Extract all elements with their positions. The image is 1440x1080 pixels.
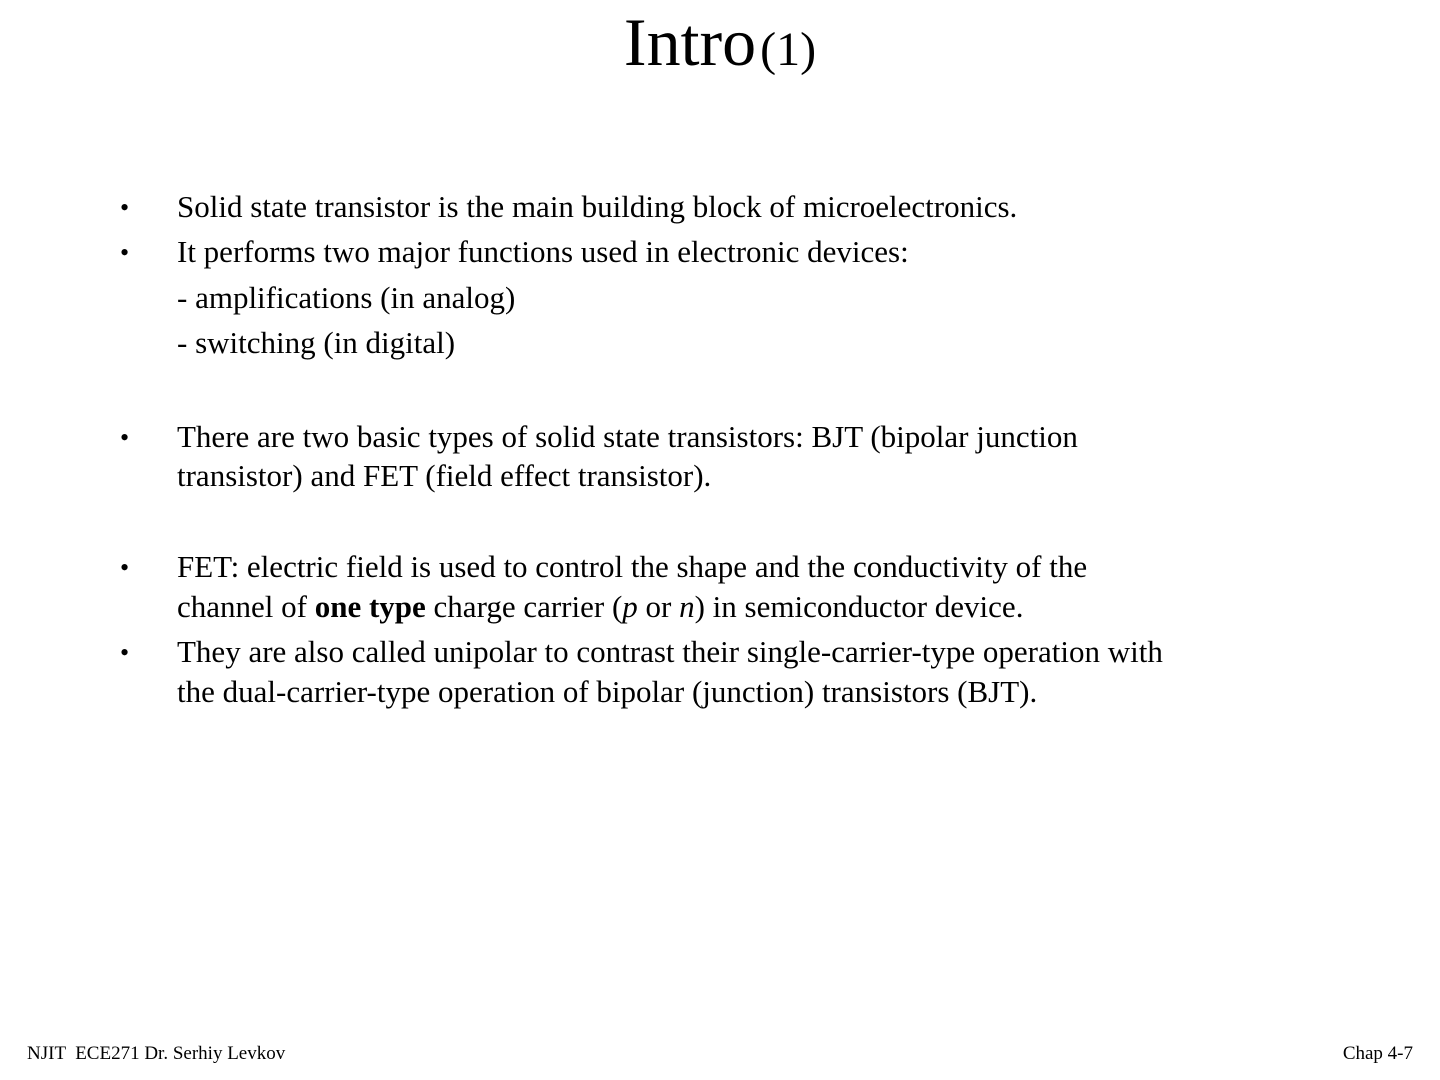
sub-item-amplifications: - amplifications (in analog) bbox=[177, 280, 516, 315]
bullet-text-transistor-building-block: Solid state transistor is the main building block of microelectronics. bbox=[177, 189, 1018, 224]
bullet-dot: • bbox=[120, 238, 130, 267]
fet-line2-or: or bbox=[637, 589, 680, 624]
bullet-text-fet-line1: FET: electric field is used to control the shape and the conductivity of the bbox=[177, 549, 1088, 584]
footer-course-info: NJIT ECE271 Dr. Serhiy Levkov bbox=[27, 1043, 286, 1064]
bullet-text-two-types-line2: transistor) and FET (field effect transistor). bbox=[177, 458, 712, 493]
sub-item-switching: - switching (in digital) bbox=[177, 325, 456, 360]
fet-line2-italic-n: n bbox=[679, 589, 695, 624]
bullet-dot: • bbox=[120, 638, 130, 667]
fet-line2-pre: channel of bbox=[177, 589, 315, 624]
bullet-text-fet-line2 bbox=[177, 587, 1023, 627]
slide-title-text: Intro bbox=[623, 4, 757, 80]
fet-line2-mid: charge carrier ( bbox=[425, 589, 623, 624]
slide-title-number: (1) bbox=[760, 23, 817, 76]
fet-line2-post: ) in semiconductor device. bbox=[694, 589, 1024, 624]
bullet-dot: • bbox=[120, 193, 130, 222]
bullet-text-two-functions: It performs two major functions used in electronic devices: bbox=[177, 234, 909, 269]
footer-page-number: Chap 4-7 bbox=[1342, 1043, 1413, 1064]
bullet-dot: • bbox=[120, 423, 130, 452]
fet-line2-bold-one-type: one type bbox=[314, 589, 426, 624]
bullet-text-unipolar-line1: They are also called unipolar to contrast their single-carrier-type operation with bbox=[177, 634, 1163, 669]
fet-line2-italic-p: p bbox=[622, 589, 638, 624]
bullet-dot: • bbox=[120, 553, 130, 582]
bullet-text-two-types-line1: There are two basic types of solid state transistors: BJT (bipolar junction bbox=[177, 419, 1078, 454]
bullet-text-unipolar-line2: the dual-carrier-type operation of bipolar (junction) transistors (BJT). bbox=[177, 674, 1038, 709]
